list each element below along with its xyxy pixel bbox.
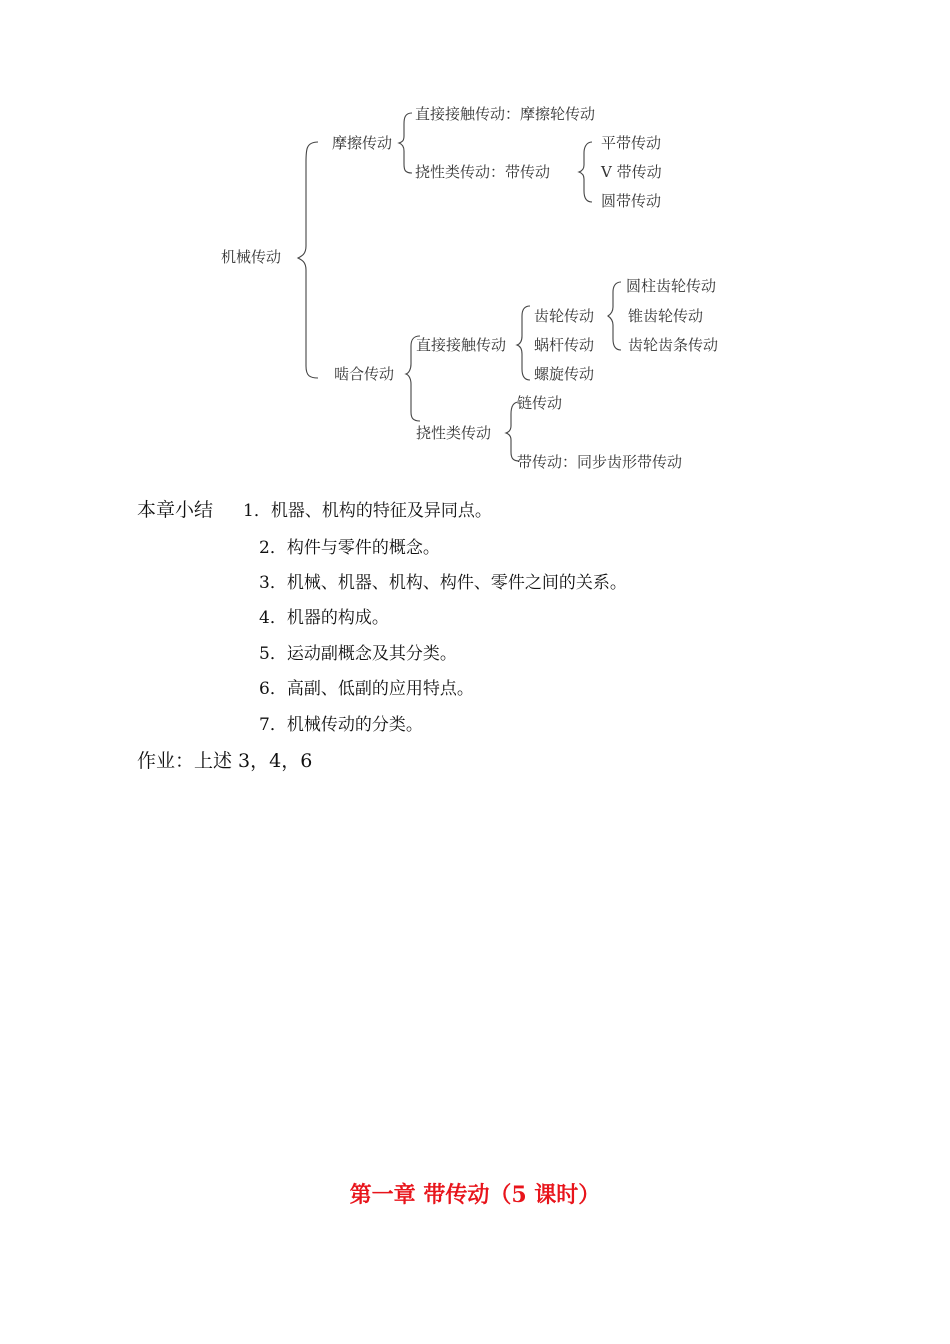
tree-chain: 链传动 [517, 394, 563, 412]
summary-item: 6．高副、低副的应用特点。 [259, 679, 474, 699]
tree-brackets [0, 0, 950, 490]
classification-tree [0, 0, 950, 490]
tree-gear: 齿轮传动 [534, 307, 595, 325]
summary-item: 3．机械、机器、机构、构件、零件之间的关系。 [259, 573, 627, 593]
summary-item: 5．运动副概念及其分类。 [259, 644, 457, 664]
tree-screw: 螺旋传动 [534, 365, 595, 383]
tree-friction: 摩擦传动 [332, 134, 393, 152]
tree-mesh-direct: 直接接触传动 [416, 336, 507, 354]
tree-friction-flexible: 挠性类传动：带传动 [415, 163, 551, 181]
gear-brace [608, 282, 621, 350]
tree-belt-round: 圆带传动 [601, 192, 662, 210]
tree-root: 机械传动 [221, 248, 282, 266]
summary-item: 2．构件与零件的概念。 [259, 538, 440, 558]
tree-worm: 蜗杆传动 [534, 336, 595, 354]
mesh-direct-brace [517, 306, 530, 380]
tree-gear-bevel: 锥齿轮传动 [628, 307, 704, 325]
belt-brace [579, 142, 592, 202]
tree-belt-v: V 带传动 [601, 163, 662, 181]
tree-mesh: 啮合传动 [334, 365, 395, 383]
summary-item: 7．机械传动的分类。 [259, 715, 423, 735]
summary-item: 4．机器的构成。 [259, 608, 389, 628]
summary-item: 1．机器、机构的特征及异同点。 [243, 501, 492, 521]
chapter-heading: 第一章 带传动（5 课时） [349, 1182, 601, 1208]
tree-sync-belt: 带传动：同步齿形带传动 [517, 453, 683, 471]
tree-mesh-flexible: 挠性类传动 [416, 424, 492, 442]
tree-gear-cylindrical: 圆柱齿轮传动 [626, 277, 717, 295]
tree-belt-flat: 平带传动 [601, 134, 662, 152]
friction-brace [399, 113, 412, 173]
tree-gear-rack: 齿轮齿条传动 [628, 336, 719, 354]
summary-title: 本章小结 [137, 499, 214, 521]
root-brace [298, 142, 318, 378]
tree-friction-direct: 直接接触传动：摩擦轮传动 [415, 105, 596, 123]
homework-note: 作业：上述 3，4，6 [137, 750, 313, 772]
